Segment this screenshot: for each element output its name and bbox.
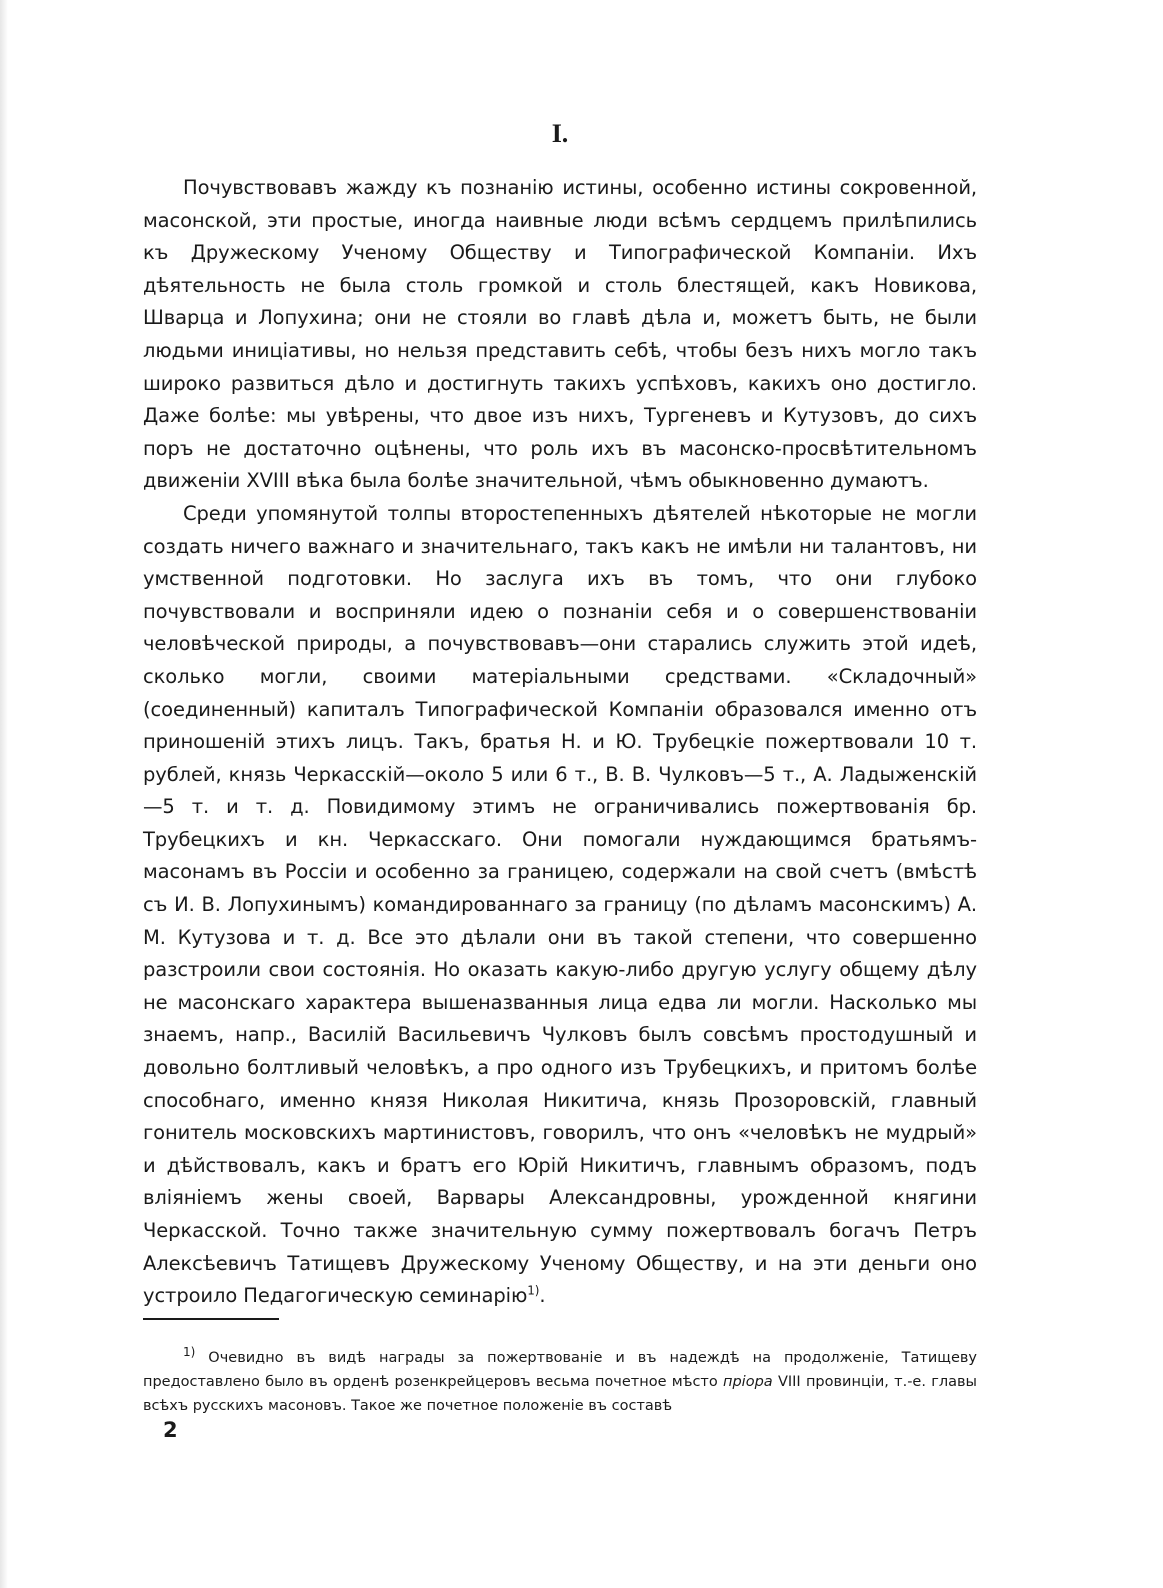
footnote-mark: 1): [183, 1345, 196, 1360]
footnote-text-start: Очевидно въ видѣ награды за пожертвованіе и въ надеждѣ на продолженіе, Татищеву предоставлено было въ орденѣ розенкрейцеровъ весьма почетное мѣсто: [143, 1350, 977, 1390]
footnote-reference-mark: 1): [527, 1283, 540, 1298]
section-number: I.: [551, 119, 569, 148]
footnote-italic-term: пріора: [723, 1374, 773, 1390]
footnote-text: [143, 1346, 977, 1418]
page-number: 2: [163, 1418, 178, 1442]
footnote: [143, 1346, 977, 1418]
book-page: [143, 118, 977, 1568]
footnote-separator: [143, 1318, 279, 1320]
paragraph-2-end: .: [539, 1284, 546, 1308]
footnote-text-end: VIII провинціи, т.-е. главы всѣхъ русскихъ масоновъ. Такое же почетное положеніе въ составѣ: [143, 1374, 977, 1414]
paragraph-2: [143, 498, 977, 1313]
main-text: [143, 172, 977, 1313]
paragraph-1: Почувствовавъ жажду къ познанію истины, особенно истины сокровенной, масонской, эти простые, иногда наивные люди всѣмъ сердцемъ прилѣпились къ Дружескому Ученому Обществу и Типографической Компаніи. Ихъ дѣятельность не была столь громкой и столь блестящей, какъ Новикова, Шварца и Лопухина; они не стояли во главѣ дѣла и, можетъ быть, не были людьми иниціативы, но нельзя представить себѣ, чтобы безъ нихъ могло такъ широко развиться дѣло и достигнуть такихъ успѣховъ, какихъ оно достигло. Даже болѣе: мы увѣрены, что двое изъ нихъ, Тургеневъ и Кутузовъ, до сихъ поръ не достаточно оцѣнены, что роль ихъ въ масонско-просвѣтительномъ движеніи XVIII вѣка была болѣе значительной, чѣмъ обыкновенно думаютъ.: [143, 176, 977, 493]
page-edge-shadow: [0, 0, 8, 1588]
paragraph-2-text: Среди упомянутой толпы второстепенныхъ дѣятелей нѣкоторые не могли создать ничего важнаго и значительнаго, такъ какъ не имѣли ни талантовъ, ни умственной подготовки. Но заслуга ихъ въ томъ, что они глубоко почувствовали и восприняли идею о познаніи себя и о совершенствованіи человѣческой природы, а почувствовавъ—они старались служить этой идеѣ, сколько могли, своими матеріальными средствами. «Складочный» (соединенный) капиталъ Типографической Компаніи образовался именно отъ приношеній этихъ лицъ. Такъ, братья Н. и Ю. Трубецкіе пожертвовали 10 т. рублей, князь Черкасскій—около 5 или 6 т., В. В. Чулковъ—5 т., А. Ладыженскій—5 т. и т. д. Повидимому этимъ не ограничивались пожертвованія бр. Трубецкихъ и кн. Черкасскаго. Они помогали нуждающимся братьямъ-масонамъ въ Россіи и особенно за границею, содержали на свой счетъ (вмѣстѣ съ И. В. Лопухинымъ) командированнаго за границу (по дѣламъ масонскимъ) А. М. Кутузова и т. д. Все это дѣлали они въ такой степени, что совершенно разстроили свои состоянія. Но оказать какую-либо другую услугу общему дѣлу не масонскаго характера вышеназванныя лица едва ли могли. Насколько мы знаемъ, напр., Василій Васильевичъ Чулковъ былъ совсѣмъ простодушный и довольно болтливый человѣкъ, а про одного изъ Трубецкихъ, и притомъ болѣе способнаго, именно князя Николая Никитича, князь Прозоровскій, главный гонитель московскихъ мартинистовъ, говорилъ, что онъ «человѣкъ не мудрый» и дѣйствовалъ, какъ и братъ его Юрій Никитичъ, главнымъ образомъ, подъ вліяніемъ жены своей, Варвары Александровны, урожденной княгини Черкасской. Точно также значительную сумму пожертвовалъ богачъ Петръ Алексѣевичъ Татищевъ Дружескому Ученому Обществу, и на эти деньги оно устроило Педагогическую семинарію: [143, 501, 977, 1308]
